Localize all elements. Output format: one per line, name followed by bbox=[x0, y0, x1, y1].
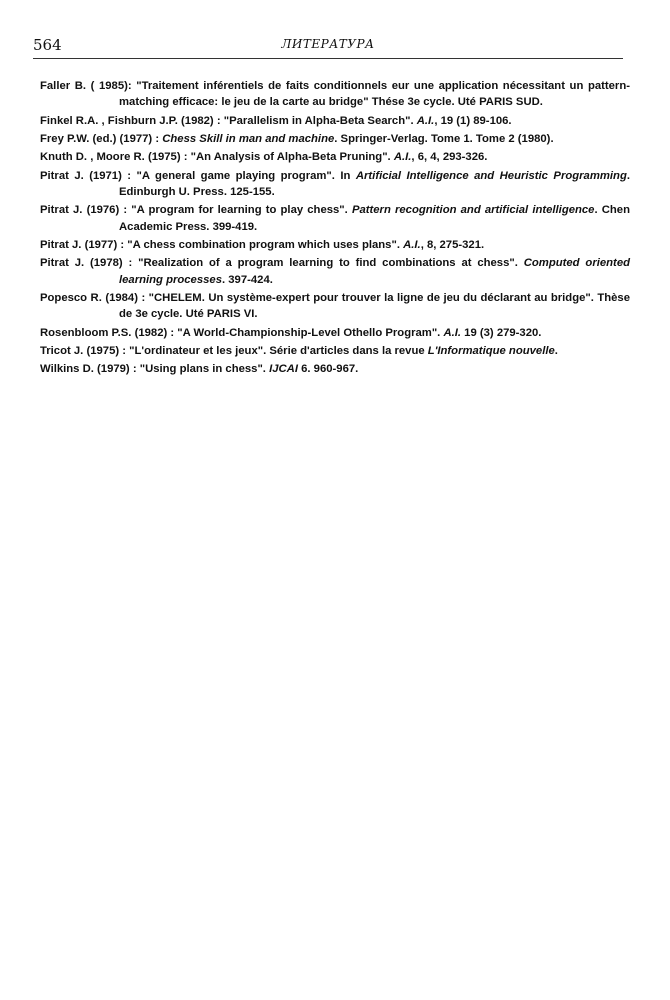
reference-text: (1982) : "A World-Championship-Level Othello Program". bbox=[131, 326, 444, 339]
reference-title: A.I. bbox=[443, 326, 462, 339]
reference-title: A.I. bbox=[393, 151, 412, 164]
reference-entry bbox=[40, 290, 630, 323]
reference-author: Rosenbloom P.S. bbox=[40, 326, 132, 339]
reference-text: (1979) : "Using plans in chess". bbox=[93, 363, 270, 376]
reference-text: ( 1985): "Traitement inférentiels de faits conditionnels eur une application nécessitant un pattern-matching efficace: le jeu de la carte au bridge" Thése 3e cycle. Uté PARIS SUD. bbox=[86, 80, 630, 109]
running-title: ЛИТЕРАТУРА bbox=[281, 37, 375, 51]
reference-text: . Chen Academic Press. 399-419. bbox=[119, 204, 630, 233]
reference-text: . bbox=[554, 345, 558, 357]
reference-entry bbox=[40, 113, 630, 129]
reference-text: (1971) : "A general game playing program". In bbox=[83, 169, 356, 182]
reference-entry bbox=[40, 343, 630, 359]
reference-text: , 8, 275-321. bbox=[420, 239, 485, 251]
reference-entry bbox=[40, 131, 630, 147]
reference-list bbox=[40, 78, 630, 378]
reference-text: 6. 960-967. bbox=[297, 363, 359, 376]
reference-author: Knuth D. bbox=[40, 151, 88, 164]
reference-text: , Fishburn J.P. (1982) : "Parallelism in Alpha-Beta Search". bbox=[98, 114, 417, 127]
reference-text: , 19 (1) 89-106. bbox=[434, 114, 512, 127]
page-header bbox=[33, 36, 623, 59]
reference-author: Pitrat J. bbox=[40, 169, 84, 182]
reference-text: 19 (3) 279-320. bbox=[461, 326, 542, 339]
reference-entry bbox=[40, 361, 630, 377]
reference-entry bbox=[40, 149, 630, 165]
reference-entry bbox=[40, 325, 630, 341]
reference-title: Pattern recognition and artificial intelligence bbox=[351, 204, 595, 217]
reference-text: (1984) : "CHELEM. Un système-expert pour trouver la ligne de jeu du déclarant au bridge". Thèse de 3e cycle. Uté PARIS VI. bbox=[101, 292, 630, 321]
reference-author: Popesco R. bbox=[40, 292, 102, 304]
reference-text: . Edinburgh U. Press. 125-155. bbox=[119, 169, 630, 198]
reference-author: Finkel R.A. bbox=[40, 114, 99, 127]
reference-entry bbox=[40, 202, 630, 235]
reference-author: Pitrat J. bbox=[40, 204, 83, 217]
reference-title: L'Informatique nouvelle bbox=[427, 345, 555, 357]
reference-entry bbox=[40, 255, 630, 288]
reference-title: Artificial Intelligence and Heuristic Programming bbox=[355, 169, 627, 182]
reference-author: Wilkins D. bbox=[40, 363, 94, 376]
reference-title: IJCAI bbox=[269, 363, 298, 376]
reference-author: Tricot J. bbox=[40, 345, 84, 357]
reference-text: , 6, 4, 293-326. bbox=[411, 151, 488, 164]
reference-text: (ed.) (1977) : bbox=[89, 133, 163, 145]
reference-author: Faller B. bbox=[40, 80, 87, 92]
reference-author: Pitrat J. bbox=[40, 257, 85, 270]
reference-text: (1978) : "Realization of a program learning to find combinations at chess". bbox=[84, 257, 524, 270]
reference-text: (1975) : "L'ordinateur et les jeux". Série d'articles dans la revue bbox=[83, 345, 428, 357]
reference-text: . 397-424. bbox=[221, 273, 273, 286]
reference-author: Frey P.W. bbox=[40, 133, 90, 145]
reference-entry bbox=[40, 78, 630, 111]
reference-author: Pitrat J. bbox=[40, 239, 82, 251]
reference-text: (1976) : "A program for learning to play chess". bbox=[82, 204, 352, 217]
reference-text: , Moore R. (1975) : "An Analysis of Alpha-Beta Pruning". bbox=[87, 151, 394, 164]
reference-entry bbox=[40, 237, 630, 253]
reference-title: A.I. bbox=[403, 239, 421, 251]
reference-text: . Springer-Verlag. Tome 1. Tome 2 (1980). bbox=[334, 133, 554, 145]
reference-title: Chess Skill in man and machine bbox=[162, 133, 335, 145]
page-number: 564 bbox=[33, 36, 62, 54]
reference-title: A.I. bbox=[416, 114, 435, 127]
reference-title: Computed oriented learning processes bbox=[119, 257, 631, 286]
reference-text: (1977) : "A chess combination program which uses plans". bbox=[81, 239, 404, 251]
reference-entry bbox=[40, 168, 630, 201]
